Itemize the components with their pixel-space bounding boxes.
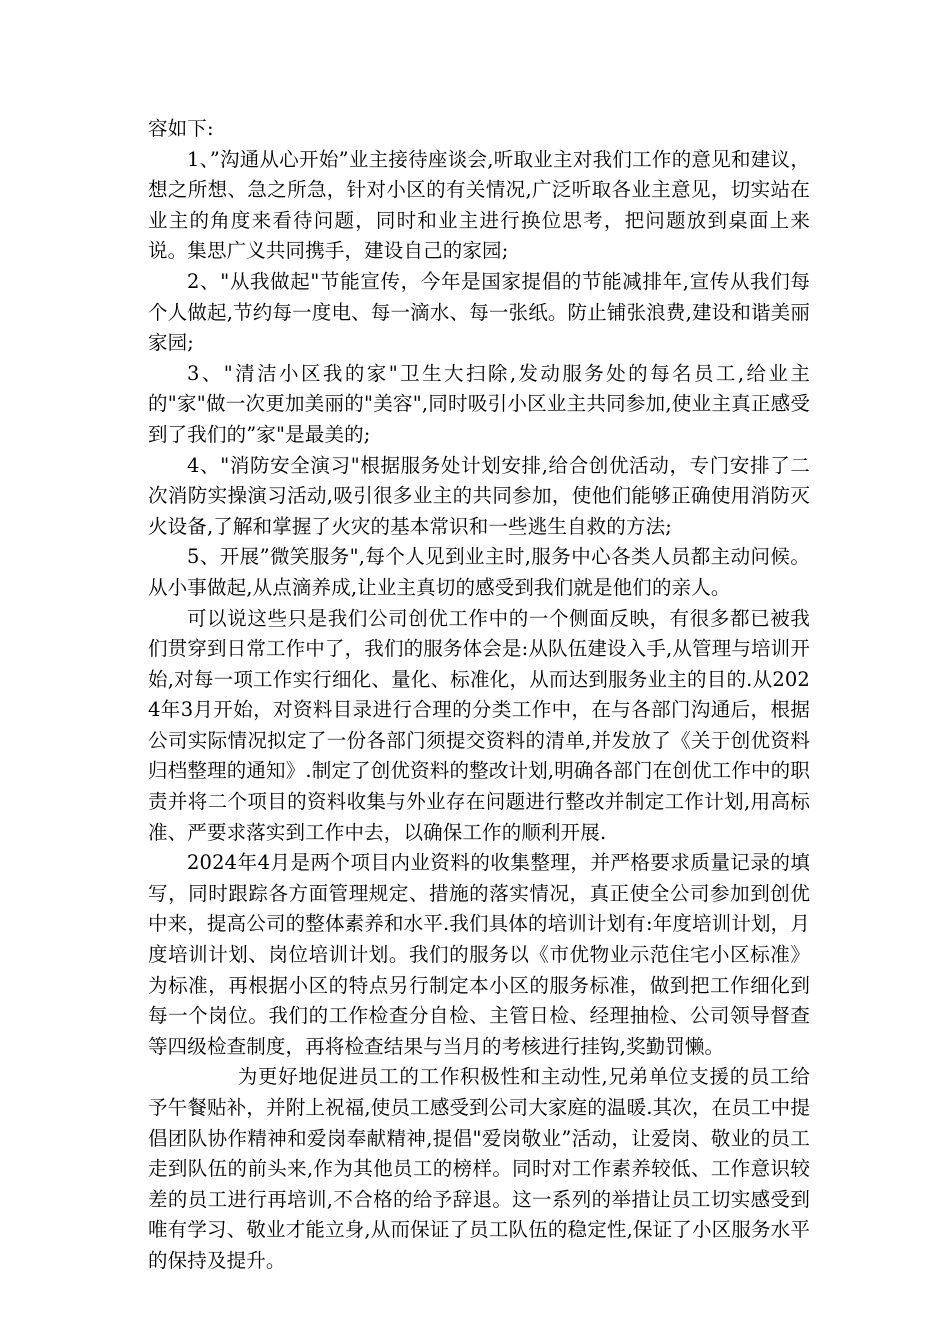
- paragraph-item-3: 3、"清洁小区我的家"卫生大扫除,发动服务处的每名员工,给业主的"家"做一次更加美丽的"美容",同时吸引小区业主共同参加,使业主真正感受到了我们的”家"是最美的;: [148, 361, 810, 446]
- paragraph-item-2: 2、"从我做起"节能宣传，今年是国家提倡的节能减排年,宣传从我们每个人做起,节约每一度电、每一滴水、每一张纸。防止铺张浪费,建设和谐美丽家园;: [148, 269, 810, 355]
- paragraph-intro: 容如下:: [148, 117, 214, 140]
- paragraph-april: 2024年4月是两个项目内业资料的收集整理，并严格要求质量记录的填写，同时跟踪各方面管理规定、措施的落实情况，真正使全公司参加到创优中来，提高公司的整体素养和水平.我们具体的培训计划有:年度培训计划，月度培训计划、岗位培训计划。我们的服务以《市优物业示范住宅小区标准》为标准，再根据小区的特点另行制定本小区的服务标准，做到把工作细化到每一个岗位。我们的工作检查分自检、主管日检、经理抽检、公司领导督查等四级检查制度，再将检查结果与当月的考核进行挂钩,奖勤罚懒。: [148, 851, 810, 1058]
- document-body: [148, 114, 810, 1277]
- paragraph-item-4: 4、"消防安全演习"根据服务处计划安排,给合创优活动，专门安排了二次消防实操演习活动,吸引很多业主的共同参加，使他们能够正确使用消防灭火设备,了解和掌握了火灾的基本常识和一些逃生自救的方法;: [148, 453, 810, 538]
- paragraph-item-1: 1、”沟通从心开始”业主接待座谈会,听取业主对我们工作的意见和建议，想之所想、急之所急，针对小区的有关情况,广泛听取各业主意见，切实站在业主的角度来看待问题，同时和业主进行换位思考，把问题放到桌面上来说。集思广义共同携手，建设自己的家园;: [148, 147, 810, 263]
- paragraph-staff: 为更好地促进员工的工作积极性和主动性,兄弟单位支援的员工给予午餐贴补，并附上祝福,使员工感受到公司大家庭的温暖.其次，在员工中提倡团队协作精神和爱岗奉献精神,提倡"爱岗敬业”活动，让爱岗、敬业的员工走到队伍的前头来,作为其他员工的榜样。同时对工作素养较低、工作意识较差的员工进行再培训,不合格的给予辞退。这一系列的举措让员工切实感受到唯有学习、敬业才能立身,从而保证了员工队伍的稳定性,保证了小区服务水平的保持及提升。: [148, 1065, 810, 1272]
- paragraph-item-5: 5、开展”微笑服务",每个人见到业主时,服务中心各类人员都主动问候。从小事做起,从点滴养成,让业主真切的感受到我们就是他们的亲人。: [148, 545, 810, 599]
- paragraph-summary: 可以说这些只是我们公司创优工作中的一个侧面反映，有很多都已被我们贯穿到日常工作中了，我们的服务体会是:从队伍建设入手,从管理与培训开始,对每一项工作实行细化、量化、标准化，从而达到服务业主的目的.从2024年3月开始，对资料目录进行合理的分类工作中，在与各部门沟通后，根据公司实际情况拟定了一份各部门须提交资料的清单,并发放了《关于创优资料归档整理的通知》.制定了创优资料的整改计划,明确各部门在创优工作中的职责并将二个项目的资料收集与外业存在问题进行整改并制定工作计划,用高标准、严要求落实到工作中去，以确保工作的顺利开展.: [148, 606, 810, 844]
